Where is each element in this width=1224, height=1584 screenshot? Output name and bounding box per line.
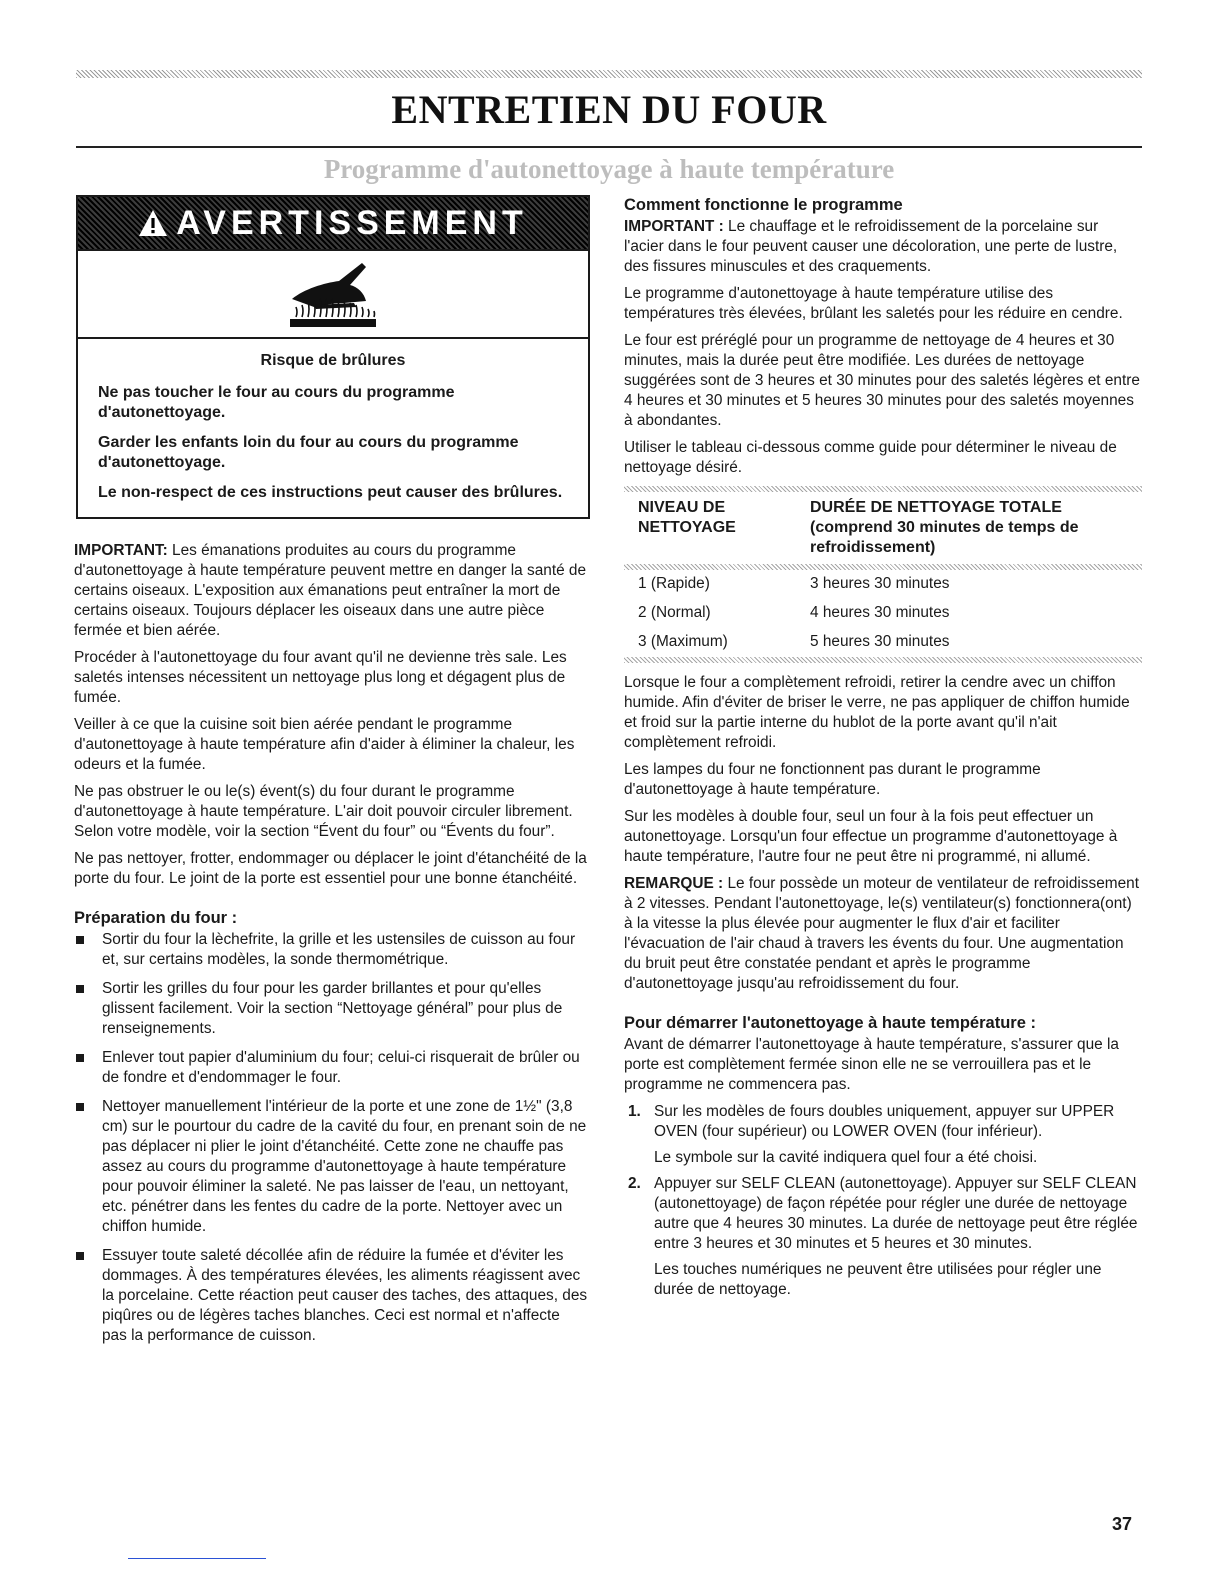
prep-list — [74, 930, 588, 1346]
warning-triangle-icon — [138, 209, 168, 237]
warning-header — [78, 197, 588, 251]
paragraph: Utiliser le tableau ci-dessous comme guide pour déterminer le niveau de nettoyage désiré. — [624, 439, 1117, 476]
step-note: Le symbole sur la cavité indiquera quel four a été choisi. — [654, 1149, 1038, 1166]
paragraph: Le programme d'autonettoyage à haute température utilise des températures très élevées, brûlant les saletés pour les réduire en cendre. — [624, 285, 1123, 322]
start-steps — [624, 1102, 1142, 1300]
step-number: 1. — [628, 1103, 641, 1120]
table-row — [624, 628, 1142, 657]
remark-paragraph — [624, 874, 1142, 994]
table-header-row — [624, 492, 1142, 564]
step-item — [624, 1174, 1142, 1300]
step-text: Sur les modèles de fours doubles uniquement, appuyer sur UPPER OVEN (four supérieur) ou LOWER OVEN (four inférieur). — [654, 1103, 1115, 1140]
table-row — [624, 599, 1142, 628]
list-item: Nettoyer manuellement l'intérieur de la porte et une zone de 1½" (3,8 cm) sur le pourtour du cadre de la cavité du four, en prenant soin de ne pas déplacer ni plier le joint d'étanchéité. Cette zone ne chauffe pas assez au cours du programme d'autonettoyage à haute température pour pouvoir éliminer la saleté. Ne pas laisser de l'eau, un nettoyant, etc. pénétrer dans les fentes du cadre de la porte. Nettoyer avec un chiffon humide. — [74, 1097, 588, 1237]
page-number: 37 — [1112, 1514, 1133, 1534]
paragraph: Sur les modèles à double four, seul un four à la fois peut effectuer un autonettoyage. Lorsqu'un four effectue un programme d'autonettoyage à haute température, l'autre four ne peut être ni programmé, ni allumé. — [624, 808, 1118, 865]
important-label: IMPORTANT: — [74, 542, 168, 559]
warning-line: Garder les enfants loin du four au cours du programme d'autonettoyage. — [98, 434, 519, 471]
how-heading: Comment fonctionne le programme — [624, 196, 903, 214]
bullet-square-icon — [76, 1252, 84, 1260]
remark-label: REMARQUE : — [624, 875, 724, 892]
warning-box — [76, 195, 590, 519]
remark-text: Le four possède un moteur de ventilateur de refroidissement à 2 vitesses. Pendant l'autonettoyage, le(s) ventilateur(s) fonctionnera(ont) à la vitesse la plus élevée pour augmenter le flux d'air et faciliter l'évacuation de l'air chaud à travers les évents du four. Une augmentation du bruit peut être constatée pendant et après le programme d'autonettoyage jusqu'au refroidissement du four. — [624, 875, 1139, 992]
table-cell-level: 3 (Maximum) — [638, 633, 728, 650]
list-item: Essuyer toute saleté décollée afin de réduire la fumée et d'éviter les dommages. À des températures élevées, les aliments réagissent avec la porcelaine. Cette réaction peut causer des taches, des attaques, des piqûres ou de légères taches blanches. Ceci est normal et n'affecte pas la performance de cuisson. — [74, 1246, 588, 1346]
table-row — [624, 570, 1142, 599]
paragraph: Le four est préréglé pour un programme de nettoyage de 4 heures et 30 minutes, mais la durée peut être modifiée. Les durées de nettoyage suggérées sont de 3 heures et 30 minutes pour des saletés légères et entre 4 heures et 30 minutes et 5 heures 30 minutes pour des saletés moyennes à abondantes. — [624, 332, 1140, 429]
warning-line: Le non-respect de ces instructions peut causer des brûlures. — [98, 484, 563, 501]
list-item: Sortir les grilles du four pour les garder brillantes et pour qu'elles glissent facilement. Voir la section “Nettoyage général” pour plus de renseignements. — [74, 979, 588, 1039]
table-cell-level: 2 (Normal) — [638, 604, 711, 621]
footer-underline — [128, 1558, 266, 1559]
step-text: Appuyer sur SELF CLEAN (autonettoyage). Appuyer sur SELF CLEAN (autonettoyage) de façon répétée pour régler une durée de nettoyage autre que 4 heures 30 minutes. La durée de nettoyage peut être réglée entre 3 heures et 30 minutes et 5 heures et 30 minutes. — [654, 1175, 1138, 1252]
warning-line: Ne pas toucher le four au cours du programme d'autonettoyage. — [98, 384, 455, 421]
warning-body — [78, 339, 588, 517]
important-text: Les émanations produites au cours du programme d'autonettoyage à haute température peuvent mettre en danger la santé de certains oiseaux. L'exposition aux émanations peut entraîner la mort de certains oiseaux. Toujours déplacer les oiseaux dans une autre pièce fermée et bien aérée. — [74, 542, 587, 639]
warning-risk-title: Risque de brûlures — [260, 352, 406, 369]
bullet-square-icon — [76, 1103, 84, 1111]
paragraph: Ne pas obstruer le ou le(s) évent(s) du four durant le programme d'autonettoyage à haute température. L'air doit pouvoir circuler librement. Selon votre modèle, voir la section “Évent du four” ou “Évents du four”. — [74, 783, 573, 840]
table-cell-duration: 4 heures 30 minutes — [810, 604, 950, 621]
bullet-square-icon — [76, 936, 84, 944]
right-column — [624, 195, 1142, 1306]
paragraph: Ne pas nettoyer, frotter, endommager ou déplacer le joint d'étanchéité de la porte du four. Le joint de la porte est essentiel pour une bonne étanchéité. — [74, 850, 587, 887]
table-cell-level: 1 (Rapide) — [638, 575, 710, 592]
bullet-square-icon — [76, 1054, 84, 1062]
table-cell-duration: 5 heures 30 minutes — [810, 633, 950, 650]
page-title: ENTRETIEN DU FOUR — [391, 87, 827, 132]
how-important-paragraph — [624, 217, 1142, 277]
start-heading: Pour démarrer l'autonettoyage à haute température : — [624, 1014, 1036, 1032]
paragraph: Veiller à ce que la cuisine soit bien aérée pendant le programme d'autonettoyage à haute température afin d'aider à éliminer la chaleur, les odeurs et la fumée. — [74, 716, 575, 773]
step-note: Les touches numériques ne peuvent être utilisées pour régler une durée de nettoyage. — [654, 1261, 1102, 1298]
paragraph: Les lampes du four ne fonctionnent pas durant le programme d'autonettoyage à haute température. — [624, 761, 1041, 798]
prep-heading: Préparation du four : — [74, 909, 238, 927]
list-item: Sortir du four la lèchefrite, la grille et les ustensiles de cuisson au four et, sur certains modèles, la sonde thermométrique. — [74, 930, 588, 970]
cleaning-level-table — [624, 486, 1142, 663]
paragraph: Lorsque le four a complètement refroidi, retirer la cendre avec un chiffon humide. Afin d'éviter de briser le verre, ne pas appliquer de chiffon humide et froid sur la partie interne du hublot de la porte avant qu'il n'ait complètement refroidi. — [624, 674, 1130, 751]
burn-hand-icon — [284, 259, 384, 329]
how-important-label: IMPORTANT : — [624, 218, 724, 235]
step-item — [624, 1102, 1142, 1168]
title-rule — [76, 146, 1142, 148]
table-bottom-rule — [624, 657, 1142, 663]
how-important-text: Le chauffage et le refroidissement de la porcelaine sur l'acier dans le four peuvent causer une décoloration, une perte de lustre, des fissures minuscules et des craquements. — [624, 218, 1118, 275]
left-column — [74, 195, 588, 1355]
start-intro: Avant de démarrer l'autonettoyage à haute température, s'assurer que la porte est complètement fermée sinon elle ne se verrouillera pas et le programme ne commencera pas. — [624, 1036, 1119, 1093]
important-paragraph — [74, 541, 588, 641]
warning-icon-row — [78, 251, 588, 339]
section-title: Programme d'autonettoyage à haute température — [323, 154, 895, 184]
paragraph: Procéder à l'autonettoyage du four avant qu'il ne devienne très sale. Les saletés intenses nécessitent un nettoyage plus long et dégagent plus de fumée. — [74, 649, 567, 706]
top-decorative-band — [76, 70, 1142, 78]
list-item: Enlever tout papier d'aluminium du four; celui-ci risquerait de brûler ou de fondre et d'endommager le four. — [74, 1048, 588, 1088]
table-header-duration: DURÉE DE NETTOYAGE TOTALE (comprend 30 minutes de temps de refroidissement) — [810, 499, 1079, 556]
warning-header-label: AVERTISSEMENT — [176, 204, 528, 242]
table-cell-duration: 3 heures 30 minutes — [810, 575, 950, 592]
step-number: 2. — [628, 1175, 641, 1192]
bullet-square-icon — [76, 985, 84, 993]
table-header-level: NIVEAU DE NETTOYAGE — [638, 499, 736, 536]
